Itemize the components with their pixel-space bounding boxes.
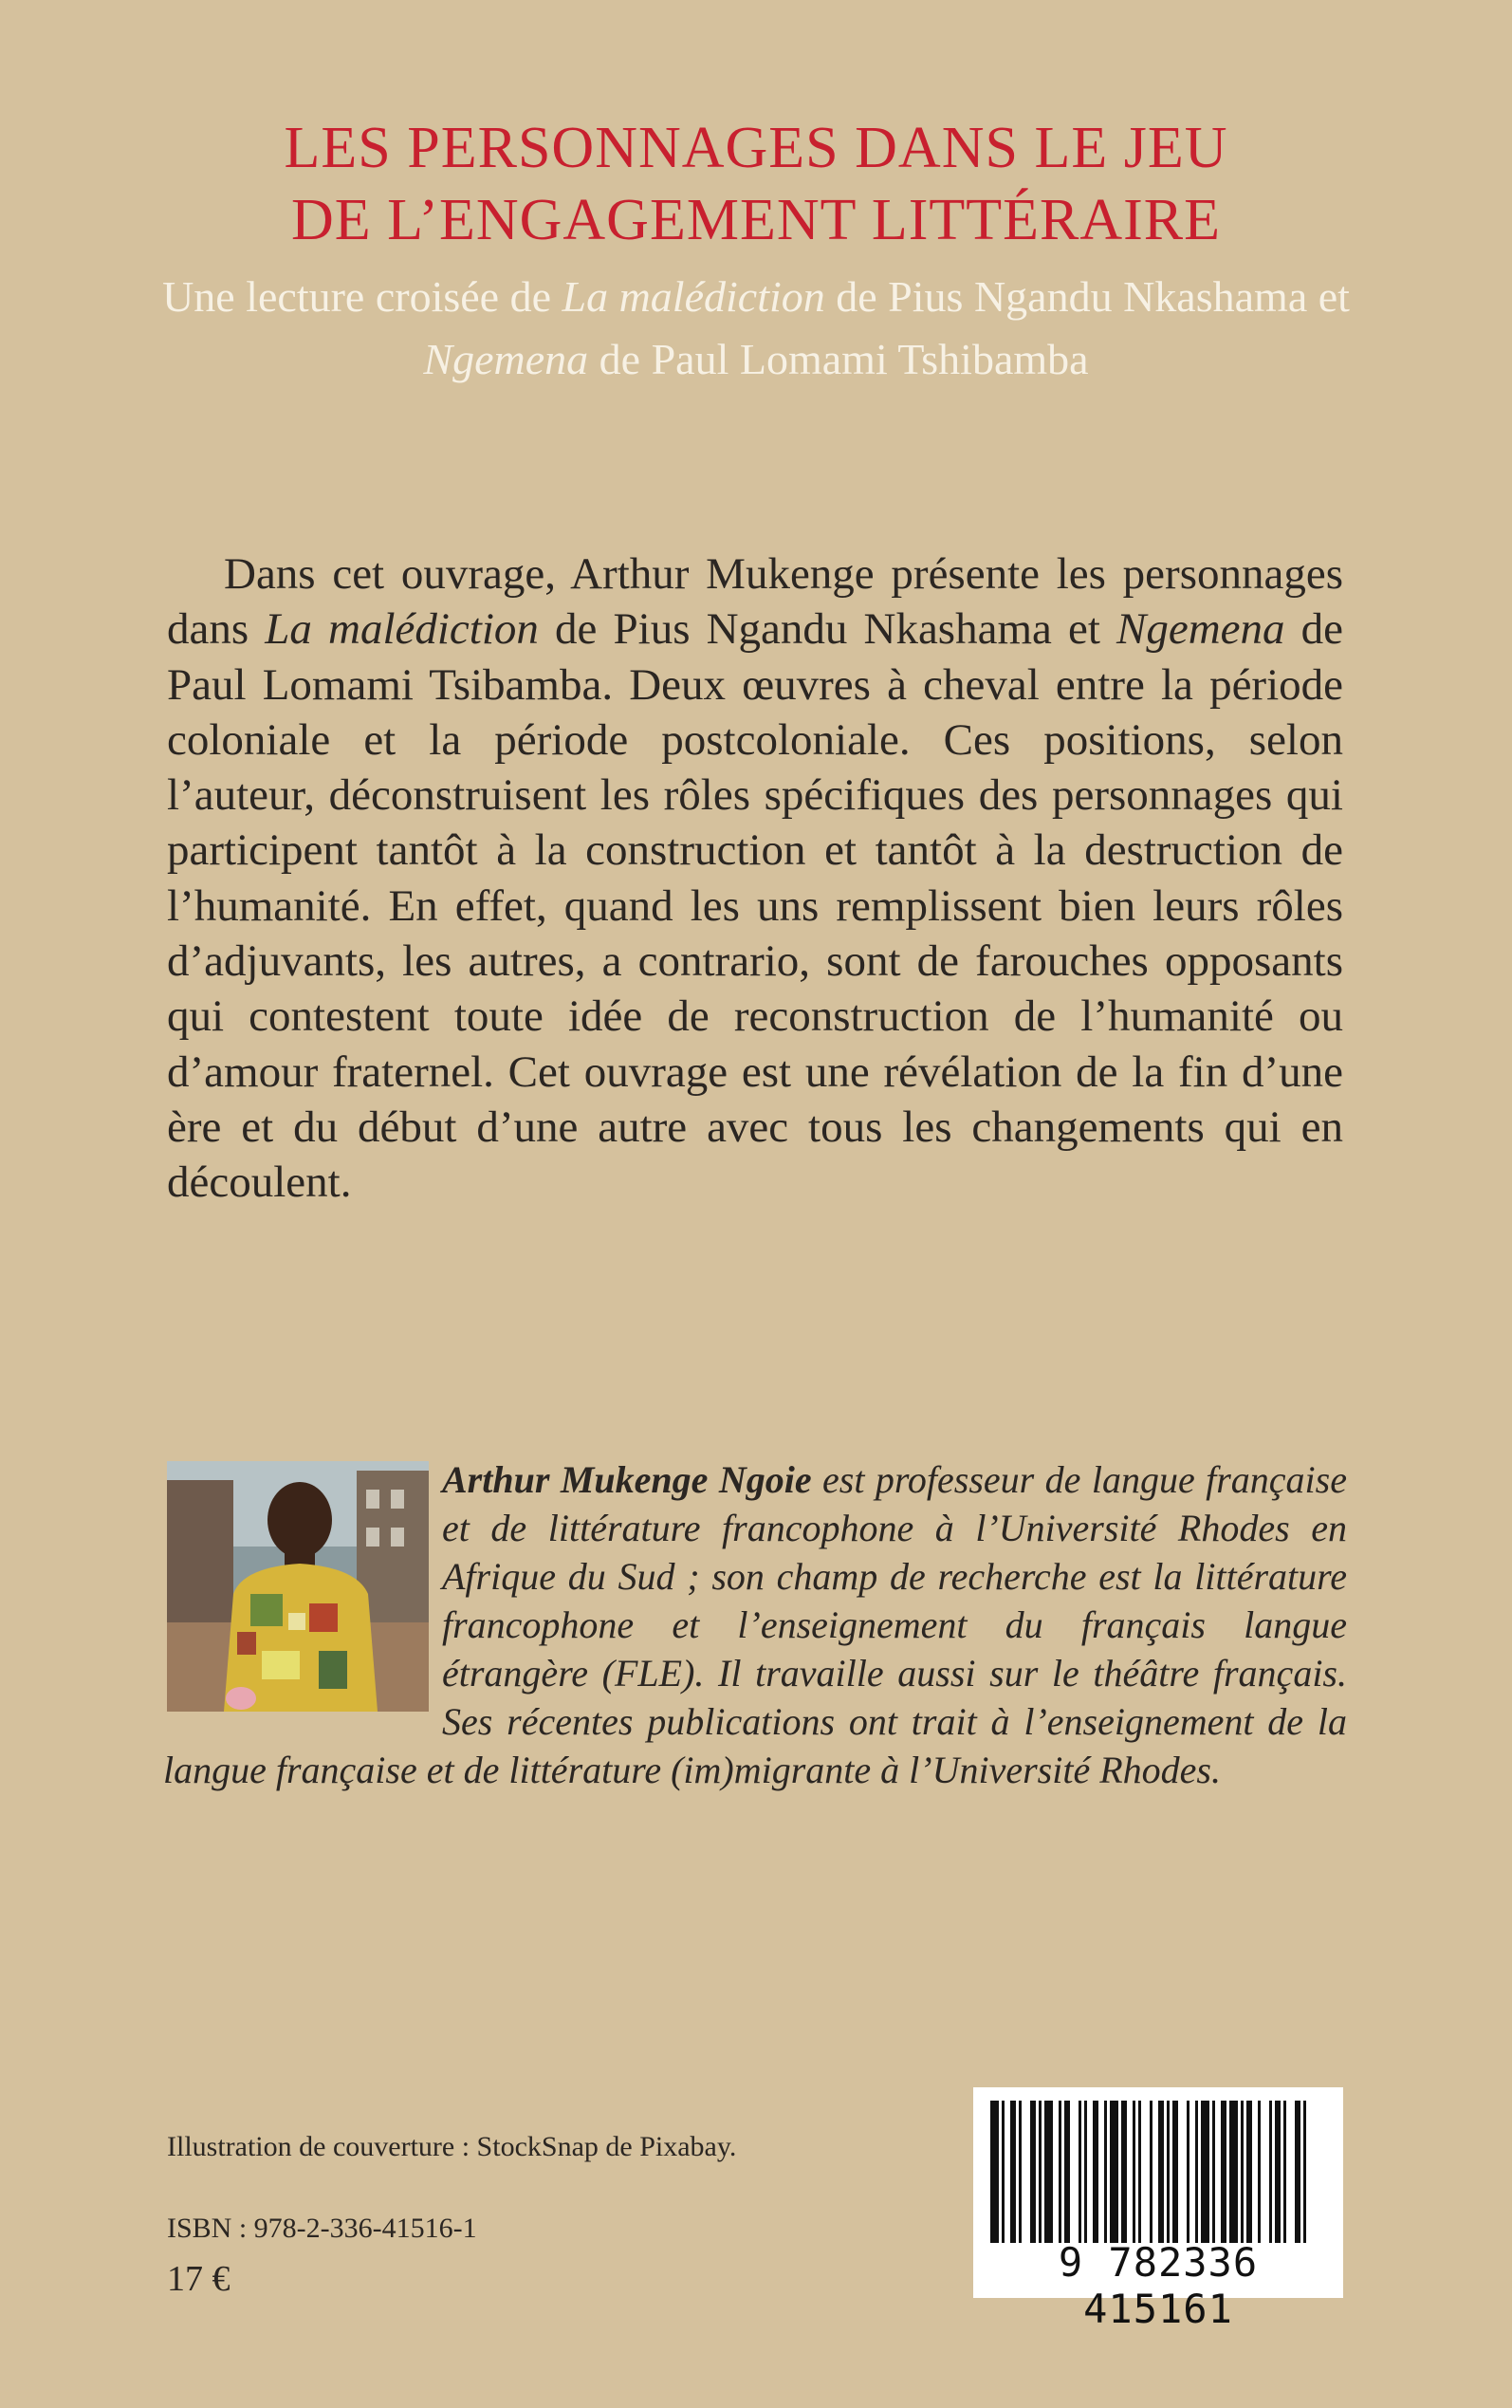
book-subtitle: [133, 266, 1379, 391]
barcode-bar: [1002, 2101, 1005, 2243]
barcode-bar: [1093, 2101, 1098, 2243]
barcode-bar: [1195, 2101, 1198, 2243]
title-line-1: LES PERSONNAGES DANS LE JEU: [284, 116, 1228, 180]
barcode-bar: [1303, 2101, 1306, 2243]
barcode-bar: [1295, 2101, 1300, 2243]
barcode-bar: [1187, 2101, 1189, 2243]
barcode-bar: [1283, 2101, 1286, 2243]
title-line-2: DE L’ENGAGEMENT LITTÉRAIRE: [291, 188, 1221, 252]
barcode-bar: [1172, 2101, 1178, 2243]
barcode-bar: [1246, 2101, 1252, 2243]
barcode-bar: [1079, 2101, 1081, 2243]
subtitle-text-2: de Pius Ngandu Nkashama et: [824, 272, 1350, 321]
barcode-bar: [1212, 2101, 1215, 2243]
author-name: Arthur Mukenge Ngoie: [442, 1458, 812, 1501]
barcode-bar: [1121, 2101, 1127, 2243]
barcode-bar: [1039, 2101, 1042, 2243]
subtitle-text-1: Une lecture croisée de: [162, 272, 562, 321]
summary-text-2: de Pius Ngandu Nkashama et: [538, 604, 1117, 655]
barcode-bar: [1221, 2101, 1226, 2243]
author-bio: [163, 1455, 1347, 1794]
barcode-bar: [1064, 2101, 1070, 2243]
barcode-bar: [1084, 2101, 1087, 2243]
barcode-bars: [988, 2101, 1328, 2243]
barcode-bar: [1241, 2101, 1244, 2243]
barcode-bar: [1158, 2101, 1164, 2243]
barcode-bar: [1110, 2101, 1118, 2243]
author-bio-text: est professeur de langue française et de littérature francophone à l’Université Rhodes en Afrique du Sud ; son champ de recherche est la littérature francophone et l’enseignement du français langue étrangère (FLE). Il travaille aussi sur le théâtre français. Ses récentes publications ont trait à l’enseignement de la langue française et de littérature (im)migrante à l’Université Rhodes.: [163, 1458, 1347, 1791]
barcode-bar: [1201, 2101, 1209, 2243]
author-photo: [167, 1461, 429, 1712]
summary-work-2: Ngemena: [1116, 604, 1285, 655]
barcode-digits: 9 782336 415161: [1058, 2239, 1259, 2332]
summary-paragraph: [167, 546, 1343, 1211]
barcode-bar: [1030, 2101, 1036, 2243]
barcode-bar: [1138, 2101, 1141, 2243]
barcode-bar: [1133, 2101, 1135, 2243]
barcode-bar: [1044, 2101, 1053, 2243]
barcode-bar: [1275, 2101, 1281, 2243]
barcode-bar: [1258, 2101, 1261, 2243]
barcode-bar: [1059, 2101, 1061, 2243]
summary-work-1: La malédiction: [265, 604, 539, 655]
barcode-bar: [1104, 2101, 1107, 2243]
subtitle-work-1: La malédiction: [562, 272, 825, 321]
subtitle-work-2: Ngemena: [423, 335, 589, 383]
cover-illustration-credit: Illustration de couverture : StockSnap de Pixabay.: [167, 2131, 737, 2162]
barcode-bar: [1150, 2101, 1152, 2243]
summary-text-3: de Paul Lomami Tsibamba. Deux œuvres à cheval entre la période coloniale et la période postcoloniale. Ces positions, selon l’auteur, déconstruisent les rôles spécifiques des personnages qui participent tantôt à la construction et tantôt à la destruction de l’humanité. En effet, quand les uns remplissent bien leurs rôles d’adjuvants, les autres, a contrario, sont de farouches opposants qui contestent toute idée de reconstruction de l’humanité ou d’amour fraternel. Cet ouvrage est une révélation de la fin d’une ère et du début d’une autre avec tous les changements qui en découlent.: [167, 604, 1343, 1208]
barcode-bar: [1229, 2101, 1238, 2243]
barcode-bar: [1167, 2101, 1170, 2243]
barcode-bar: [1010, 2101, 1016, 2243]
barcode-bar: [990, 2101, 999, 2243]
subtitle-text-3: de Paul Lomami Tshibamba: [588, 335, 1089, 383]
isbn: ISBN : 978-2-336-41516-1: [167, 2213, 477, 2244]
price: 17 €: [167, 2259, 230, 2299]
barcode: [973, 2087, 1343, 2332]
book-title: [133, 112, 1379, 256]
barcode-bar: [1269, 2101, 1272, 2243]
barcode-bar: [1019, 2101, 1022, 2243]
summary-text-1: Dans cet ouvrage, Arthur Mukenge présente les personnages dans: [167, 549, 1343, 655]
